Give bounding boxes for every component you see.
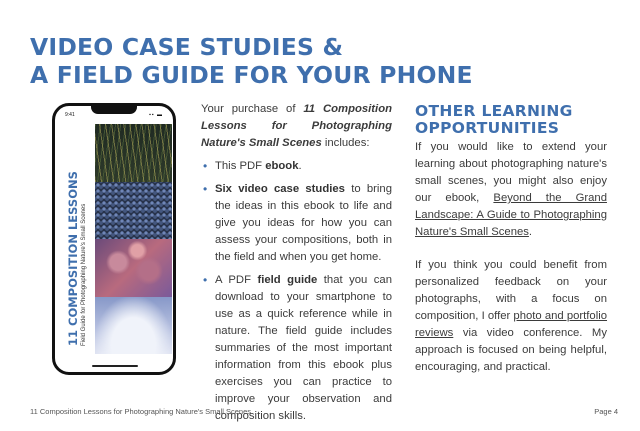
pebbles-photo: [95, 182, 172, 240]
cover-subtitle: Field Guide for Photographing Nature's Small Scenes: [80, 203, 87, 346]
beyond-grand-landscape-link[interactable]: Beyond the Grand Landscape: A Guide to Photographing Nature's Small Scenes: [415, 192, 607, 238]
ebook-title: 11 Composition Lessons for Photographing Nature's Small Scenes: [201, 103, 392, 149]
cover-title: 11 COMPOSITION LESSONS: [65, 171, 80, 346]
includes-list: [201, 158, 392, 425]
page-number: Page 4: [594, 407, 618, 416]
phone-mockup: [52, 103, 176, 375]
page-title: [30, 33, 620, 89]
grass-photo: [95, 124, 172, 182]
home-indicator: [92, 365, 138, 367]
bullet-icon: •: [203, 182, 208, 196]
other-learning-heading: OTHER LEARNING OPPORTUNITIES: [415, 102, 573, 137]
footer-book-title: 11 Composition Lessons for Photographing Nature's Small Scenes: [30, 407, 251, 416]
cover-title-band: [60, 124, 94, 354]
other-learning-column: [415, 103, 607, 392]
dunes-photo: [95, 297, 172, 355]
reviews-paragraph: If you think you could benefit from personalized feedback on your photographs, with a focus on composition, I offer photo and portfolio reviews via video conference. My approach is focused on being helpful, encouraging, and practical.: [415, 259, 608, 373]
ebook-paragraph: If you would like to extend your learning about photographing nature's small scenes, you might also enjoy our ebook, Beyond the Grand Landscape: A Guide to Photographing Nature's Small Scenes.: [415, 141, 607, 238]
portfolio-reviews-link[interactable]: photo and portfolio reviews: [415, 310, 608, 339]
bullet-icon: •: [203, 159, 208, 173]
purchase-intro: Your purchase of 11 Composition Lessons for Photographing Nature's Small Scenes includes:: [201, 103, 392, 149]
flowers-photo: [95, 239, 172, 297]
list-item: • A PDF field guide that you can download to your smartphone to use as a quick reference while in nature. The field guide includes summaries of the most important information from this ebook plus exercises you can practice to improve your observation and composition skills.: [203, 273, 392, 422]
cover-photo-stack: [95, 124, 172, 354]
bullet-icon: •: [203, 273, 208, 287]
list-item: • Six video case studies to bring the ideas in this ebook to life and give you ideas for how you can assess your compositions, both in the field and when you get home.: [203, 182, 393, 263]
phone-notch: [91, 105, 137, 114]
signal-battery-icon: ▪▪ ▬: [149, 112, 163, 118]
list-item: • This PDF ebook.: [203, 159, 302, 173]
page-title-line-2: A FIELD GUIDE FOR YOUR PHONE: [30, 61, 473, 89]
page-title-line-1: VIDEO CASE STUDIES &: [30, 33, 344, 61]
phone-status-time: 9:41: [65, 112, 75, 118]
purchase-column: [201, 101, 392, 431]
